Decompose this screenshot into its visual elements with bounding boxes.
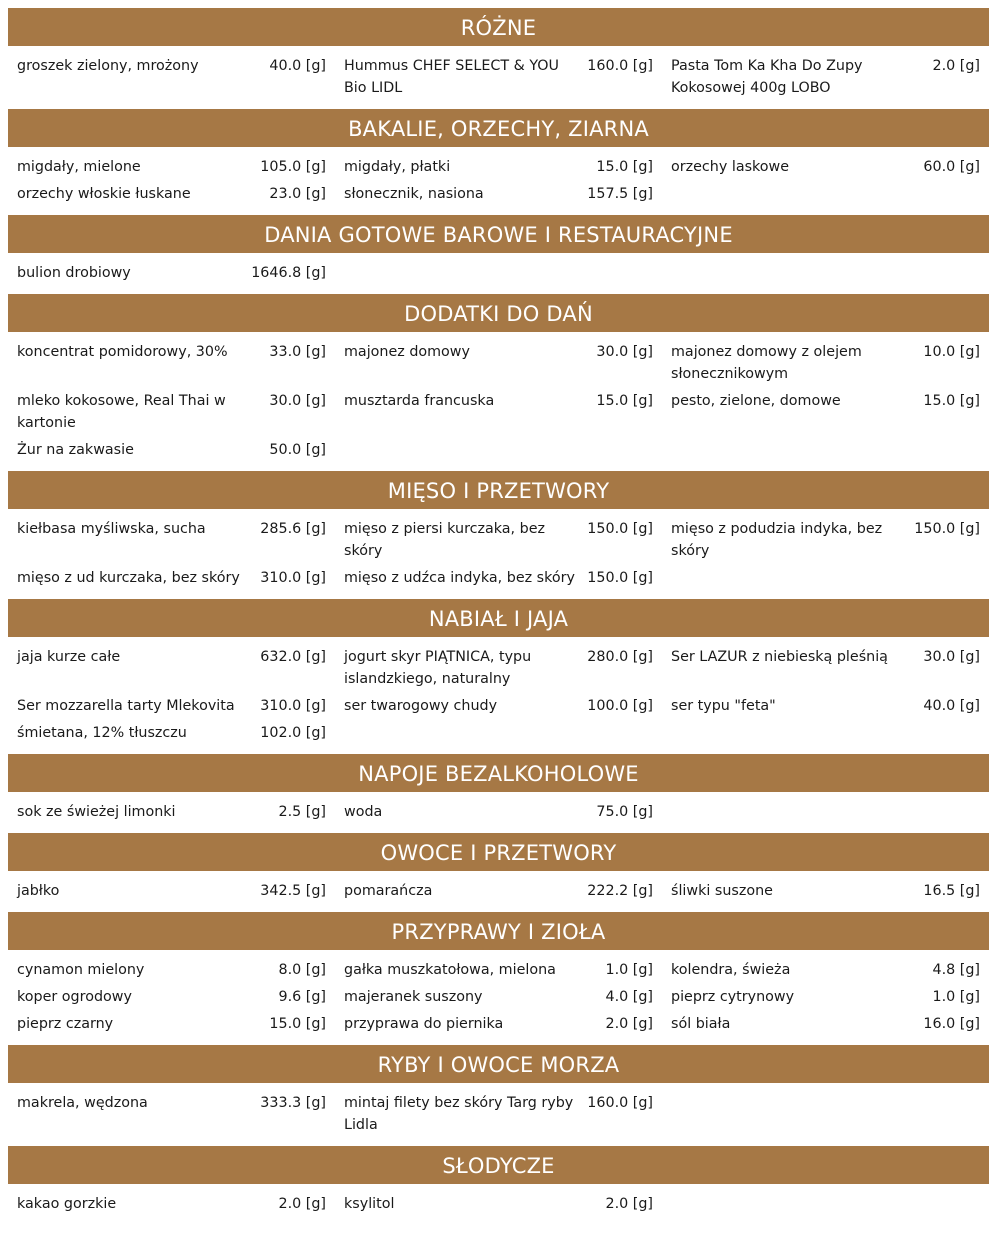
item-grid bbox=[8, 1083, 989, 1146]
list-item bbox=[8, 55, 335, 104]
item-quantity: 75.0 [g] bbox=[596, 804, 653, 820]
item-row bbox=[8, 262, 989, 289]
item-quantity: 160.0 [g] bbox=[587, 58, 653, 74]
item-quantity: 8.0 [g] bbox=[278, 962, 326, 978]
category-section bbox=[8, 471, 989, 599]
list-item bbox=[662, 1013, 989, 1040]
category-header: RÓŻNE bbox=[8, 8, 989, 46]
item-name: gałka muszkatołowa, mielona bbox=[344, 962, 556, 978]
item-quantity: 160.0 [g] bbox=[587, 1095, 653, 1111]
item-name: ksylitol bbox=[344, 1196, 395, 1212]
item-quantity: 4.8 [g] bbox=[932, 962, 980, 978]
list-item bbox=[335, 567, 662, 594]
item-grid bbox=[8, 792, 989, 833]
item-name: mięso z podudzia indyka, bez skóry bbox=[671, 521, 883, 559]
item-quantity: 342.5 [g] bbox=[260, 883, 326, 899]
item-row bbox=[8, 183, 989, 210]
category-header: NAPOJE BEZALKOHOLOWE bbox=[8, 754, 989, 792]
item-name: woda bbox=[344, 804, 383, 820]
list-item bbox=[8, 801, 335, 828]
list-item bbox=[8, 880, 335, 907]
item-quantity: 222.2 [g] bbox=[587, 883, 653, 899]
item-quantity: 1646.8 [g] bbox=[251, 265, 326, 281]
list-item bbox=[335, 55, 662, 104]
list-item bbox=[335, 959, 662, 986]
list-item bbox=[8, 986, 335, 1013]
list-item bbox=[335, 390, 662, 439]
item-name: ser typu "feta" bbox=[671, 698, 776, 714]
item-quantity: 16.5 [g] bbox=[923, 883, 980, 899]
item-name: pomarańcza bbox=[344, 883, 433, 899]
item-name: śmietana, 12% tłuszczu bbox=[17, 725, 187, 741]
item-grid bbox=[8, 253, 989, 294]
item-name: migdały, mielone bbox=[17, 159, 141, 175]
list-item bbox=[335, 1193, 662, 1220]
list-item bbox=[662, 55, 989, 104]
category-section bbox=[8, 109, 989, 215]
item-quantity: 157.5 [g] bbox=[587, 186, 653, 202]
list-item bbox=[8, 959, 335, 986]
item-name: bulion drobiowy bbox=[17, 265, 131, 281]
item-row bbox=[8, 801, 989, 828]
item-name: migdały, płatki bbox=[344, 159, 451, 175]
list-item bbox=[662, 959, 989, 986]
item-grid bbox=[8, 147, 989, 215]
item-name: majonez domowy z olejem słonecznikowym bbox=[671, 344, 862, 382]
list-item bbox=[8, 1092, 335, 1141]
item-quantity: 23.0 [g] bbox=[269, 186, 326, 202]
item-name: mięso z piersi kurczaka, bez skóry bbox=[344, 521, 546, 559]
item-name: groszek zielony, mrożony bbox=[17, 58, 199, 74]
item-name: majonez domowy bbox=[344, 344, 470, 360]
item-name: Ser LAZUR z niebieską pleśnią bbox=[671, 649, 888, 665]
list-item bbox=[8, 341, 335, 390]
item-name: sól biała bbox=[671, 1016, 731, 1032]
category-header: DODATKI DO DAŃ bbox=[8, 294, 989, 332]
category-section bbox=[8, 8, 989, 109]
list-item bbox=[8, 722, 335, 749]
list-item bbox=[8, 518, 335, 567]
list-item bbox=[662, 646, 989, 695]
item-quantity: 60.0 [g] bbox=[923, 159, 980, 175]
item-quantity: 632.0 [g] bbox=[260, 649, 326, 665]
item-quantity: 100.0 [g] bbox=[587, 698, 653, 714]
item-name: koncentrat pomidorowy, 30% bbox=[17, 344, 228, 360]
item-grid bbox=[8, 332, 989, 471]
item-name: pieprz czarny bbox=[17, 1016, 114, 1032]
category-section bbox=[8, 833, 989, 912]
list-item bbox=[8, 390, 335, 439]
item-quantity: 150.0 [g] bbox=[914, 521, 980, 537]
item-quantity: 10.0 [g] bbox=[923, 344, 980, 360]
item-row bbox=[8, 1092, 989, 1141]
item-name: koper ogrodowy bbox=[17, 989, 132, 1005]
item-quantity: 2.0 [g] bbox=[605, 1016, 653, 1032]
item-quantity: 50.0 [g] bbox=[269, 442, 326, 458]
item-row bbox=[8, 959, 989, 986]
list-item bbox=[335, 341, 662, 390]
category-section bbox=[8, 754, 989, 833]
list-item bbox=[335, 1013, 662, 1040]
item-name: Żur na zakwasie bbox=[17, 442, 134, 458]
item-quantity: 310.0 [g] bbox=[260, 698, 326, 714]
item-name: makrela, wędzona bbox=[17, 1095, 148, 1111]
item-quantity: 2.0 [g] bbox=[278, 1196, 326, 1212]
list-item bbox=[8, 262, 335, 289]
list-item bbox=[8, 183, 335, 210]
item-quantity: 2.0 [g] bbox=[605, 1196, 653, 1212]
item-grid bbox=[8, 871, 989, 912]
item-quantity: 15.0 [g] bbox=[269, 1016, 326, 1032]
item-row bbox=[8, 341, 989, 390]
item-row bbox=[8, 1193, 989, 1220]
item-name: mięso z ud kurczaka, bez skóry bbox=[17, 570, 240, 586]
item-name: sok ze świeżej limonki bbox=[17, 804, 176, 820]
item-quantity: 30.0 [g] bbox=[596, 344, 653, 360]
category-header: NABIAŁ I JAJA bbox=[8, 599, 989, 637]
item-quantity: 9.6 [g] bbox=[278, 989, 326, 1005]
list-item bbox=[8, 1013, 335, 1040]
list-item bbox=[8, 1193, 335, 1220]
item-quantity: 1.0 [g] bbox=[605, 962, 653, 978]
item-row bbox=[8, 390, 989, 439]
list-item bbox=[662, 986, 989, 1013]
list-item bbox=[662, 880, 989, 907]
list-item bbox=[8, 646, 335, 695]
item-name: musztarda francuska bbox=[344, 393, 495, 409]
item-grid bbox=[8, 46, 989, 109]
list-item bbox=[335, 1092, 662, 1141]
item-row bbox=[8, 156, 989, 183]
list-item bbox=[335, 880, 662, 907]
category-section bbox=[8, 912, 989, 1045]
item-quantity: 285.6 [g] bbox=[260, 521, 326, 537]
item-quantity: 2.5 [g] bbox=[278, 804, 326, 820]
list-item bbox=[335, 986, 662, 1013]
category-header: BAKALIE, ORZECHY, ZIARNA bbox=[8, 109, 989, 147]
list-item bbox=[335, 695, 662, 722]
item-quantity: 280.0 [g] bbox=[587, 649, 653, 665]
list-item bbox=[662, 390, 989, 439]
category-section bbox=[8, 1045, 989, 1146]
item-row bbox=[8, 722, 989, 749]
item-name: kiełbasa myśliwska, sucha bbox=[17, 521, 206, 537]
item-quantity: 40.0 [g] bbox=[923, 698, 980, 714]
list-item bbox=[662, 341, 989, 390]
item-name: jaja kurze całe bbox=[17, 649, 121, 665]
item-quantity: 333.3 [g] bbox=[260, 1095, 326, 1111]
category-header: PRZYPRAWY I ZIOŁA bbox=[8, 912, 989, 950]
category-header: SŁODYCZE bbox=[8, 1146, 989, 1184]
item-grid bbox=[8, 1184, 989, 1225]
item-name: mintaj filety bez skóry Targ ryby Lidla bbox=[344, 1095, 574, 1133]
list-item bbox=[662, 156, 989, 183]
item-row bbox=[8, 880, 989, 907]
item-quantity: 15.0 [g] bbox=[596, 393, 653, 409]
item-row bbox=[8, 439, 989, 466]
list-item bbox=[8, 156, 335, 183]
item-row bbox=[8, 986, 989, 1013]
item-name: Hummus CHEF SELECT & YOU Bio LIDL bbox=[344, 58, 559, 96]
item-grid bbox=[8, 637, 989, 754]
list-item bbox=[8, 695, 335, 722]
item-name: pesto, zielone, domowe bbox=[671, 393, 841, 409]
item-name: Ser mozzarella tarty Mlekovita bbox=[17, 698, 235, 714]
item-quantity: 40.0 [g] bbox=[269, 58, 326, 74]
category-section bbox=[8, 294, 989, 471]
item-name: mięso z udźca indyka, bez skóry bbox=[344, 570, 575, 586]
list-item bbox=[662, 518, 989, 567]
category-header: DANIA GOTOWE BAROWE I RESTAURACYJNE bbox=[8, 215, 989, 253]
item-row bbox=[8, 695, 989, 722]
category-header: RYBY I OWOCE MORZA bbox=[8, 1045, 989, 1083]
list-item bbox=[335, 156, 662, 183]
item-quantity: 150.0 [g] bbox=[587, 521, 653, 537]
item-name: Pasta Tom Ka Kha Do Zupy Kokosowej 400g LOBO bbox=[671, 58, 863, 96]
item-name: słonecznik, nasiona bbox=[344, 186, 484, 202]
item-name: przyprawa do piernika bbox=[344, 1016, 504, 1032]
category-header: MIĘSO I PRZETWORY bbox=[8, 471, 989, 509]
item-grid bbox=[8, 509, 989, 599]
item-name: jabłko bbox=[17, 883, 60, 899]
item-name: jogurt skyr PIĄTNICA, typu islandzkiego, naturalny bbox=[344, 649, 532, 687]
item-name: mleko kokosowe, Real Thai w kartonie bbox=[17, 393, 226, 431]
list-item bbox=[8, 439, 335, 466]
category-section bbox=[8, 215, 989, 294]
item-quantity: 4.0 [g] bbox=[605, 989, 653, 1005]
item-name: śliwki suszone bbox=[671, 883, 773, 899]
item-quantity: 150.0 [g] bbox=[587, 570, 653, 586]
list-item bbox=[335, 183, 662, 210]
item-row bbox=[8, 1013, 989, 1040]
item-row bbox=[8, 567, 989, 594]
item-name: orzechy laskowe bbox=[671, 159, 790, 175]
item-name: majeranek suszony bbox=[344, 989, 483, 1005]
item-quantity: 30.0 [g] bbox=[923, 649, 980, 665]
item-quantity: 16.0 [g] bbox=[923, 1016, 980, 1032]
item-row bbox=[8, 55, 989, 104]
list-item bbox=[662, 695, 989, 722]
item-row bbox=[8, 646, 989, 695]
item-name: kolendra, świeża bbox=[671, 962, 791, 978]
item-quantity: 30.0 [g] bbox=[269, 393, 326, 409]
category-section bbox=[8, 599, 989, 754]
item-name: cynamon mielony bbox=[17, 962, 145, 978]
list-item bbox=[335, 801, 662, 828]
item-row bbox=[8, 518, 989, 567]
item-quantity: 2.0 [g] bbox=[932, 58, 980, 74]
list-item bbox=[8, 567, 335, 594]
item-quantity: 15.0 [g] bbox=[923, 393, 980, 409]
item-name: orzechy włoskie łuskane bbox=[17, 186, 191, 202]
item-name: ser twarogowy chudy bbox=[344, 698, 498, 714]
item-name: kakao gorzkie bbox=[17, 1196, 117, 1212]
item-name: pieprz cytrynowy bbox=[671, 989, 795, 1005]
list-item bbox=[335, 518, 662, 567]
item-quantity: 105.0 [g] bbox=[260, 159, 326, 175]
item-grid bbox=[8, 950, 989, 1045]
item-quantity: 310.0 [g] bbox=[260, 570, 326, 586]
category-section bbox=[8, 1146, 989, 1225]
item-quantity: 15.0 [g] bbox=[596, 159, 653, 175]
category-header: OWOCE I PRZETWORY bbox=[8, 833, 989, 871]
item-quantity: 1.0 [g] bbox=[932, 989, 980, 1005]
list-item bbox=[335, 646, 662, 695]
item-quantity: 102.0 [g] bbox=[260, 725, 326, 741]
item-quantity: 33.0 [g] bbox=[269, 344, 326, 360]
